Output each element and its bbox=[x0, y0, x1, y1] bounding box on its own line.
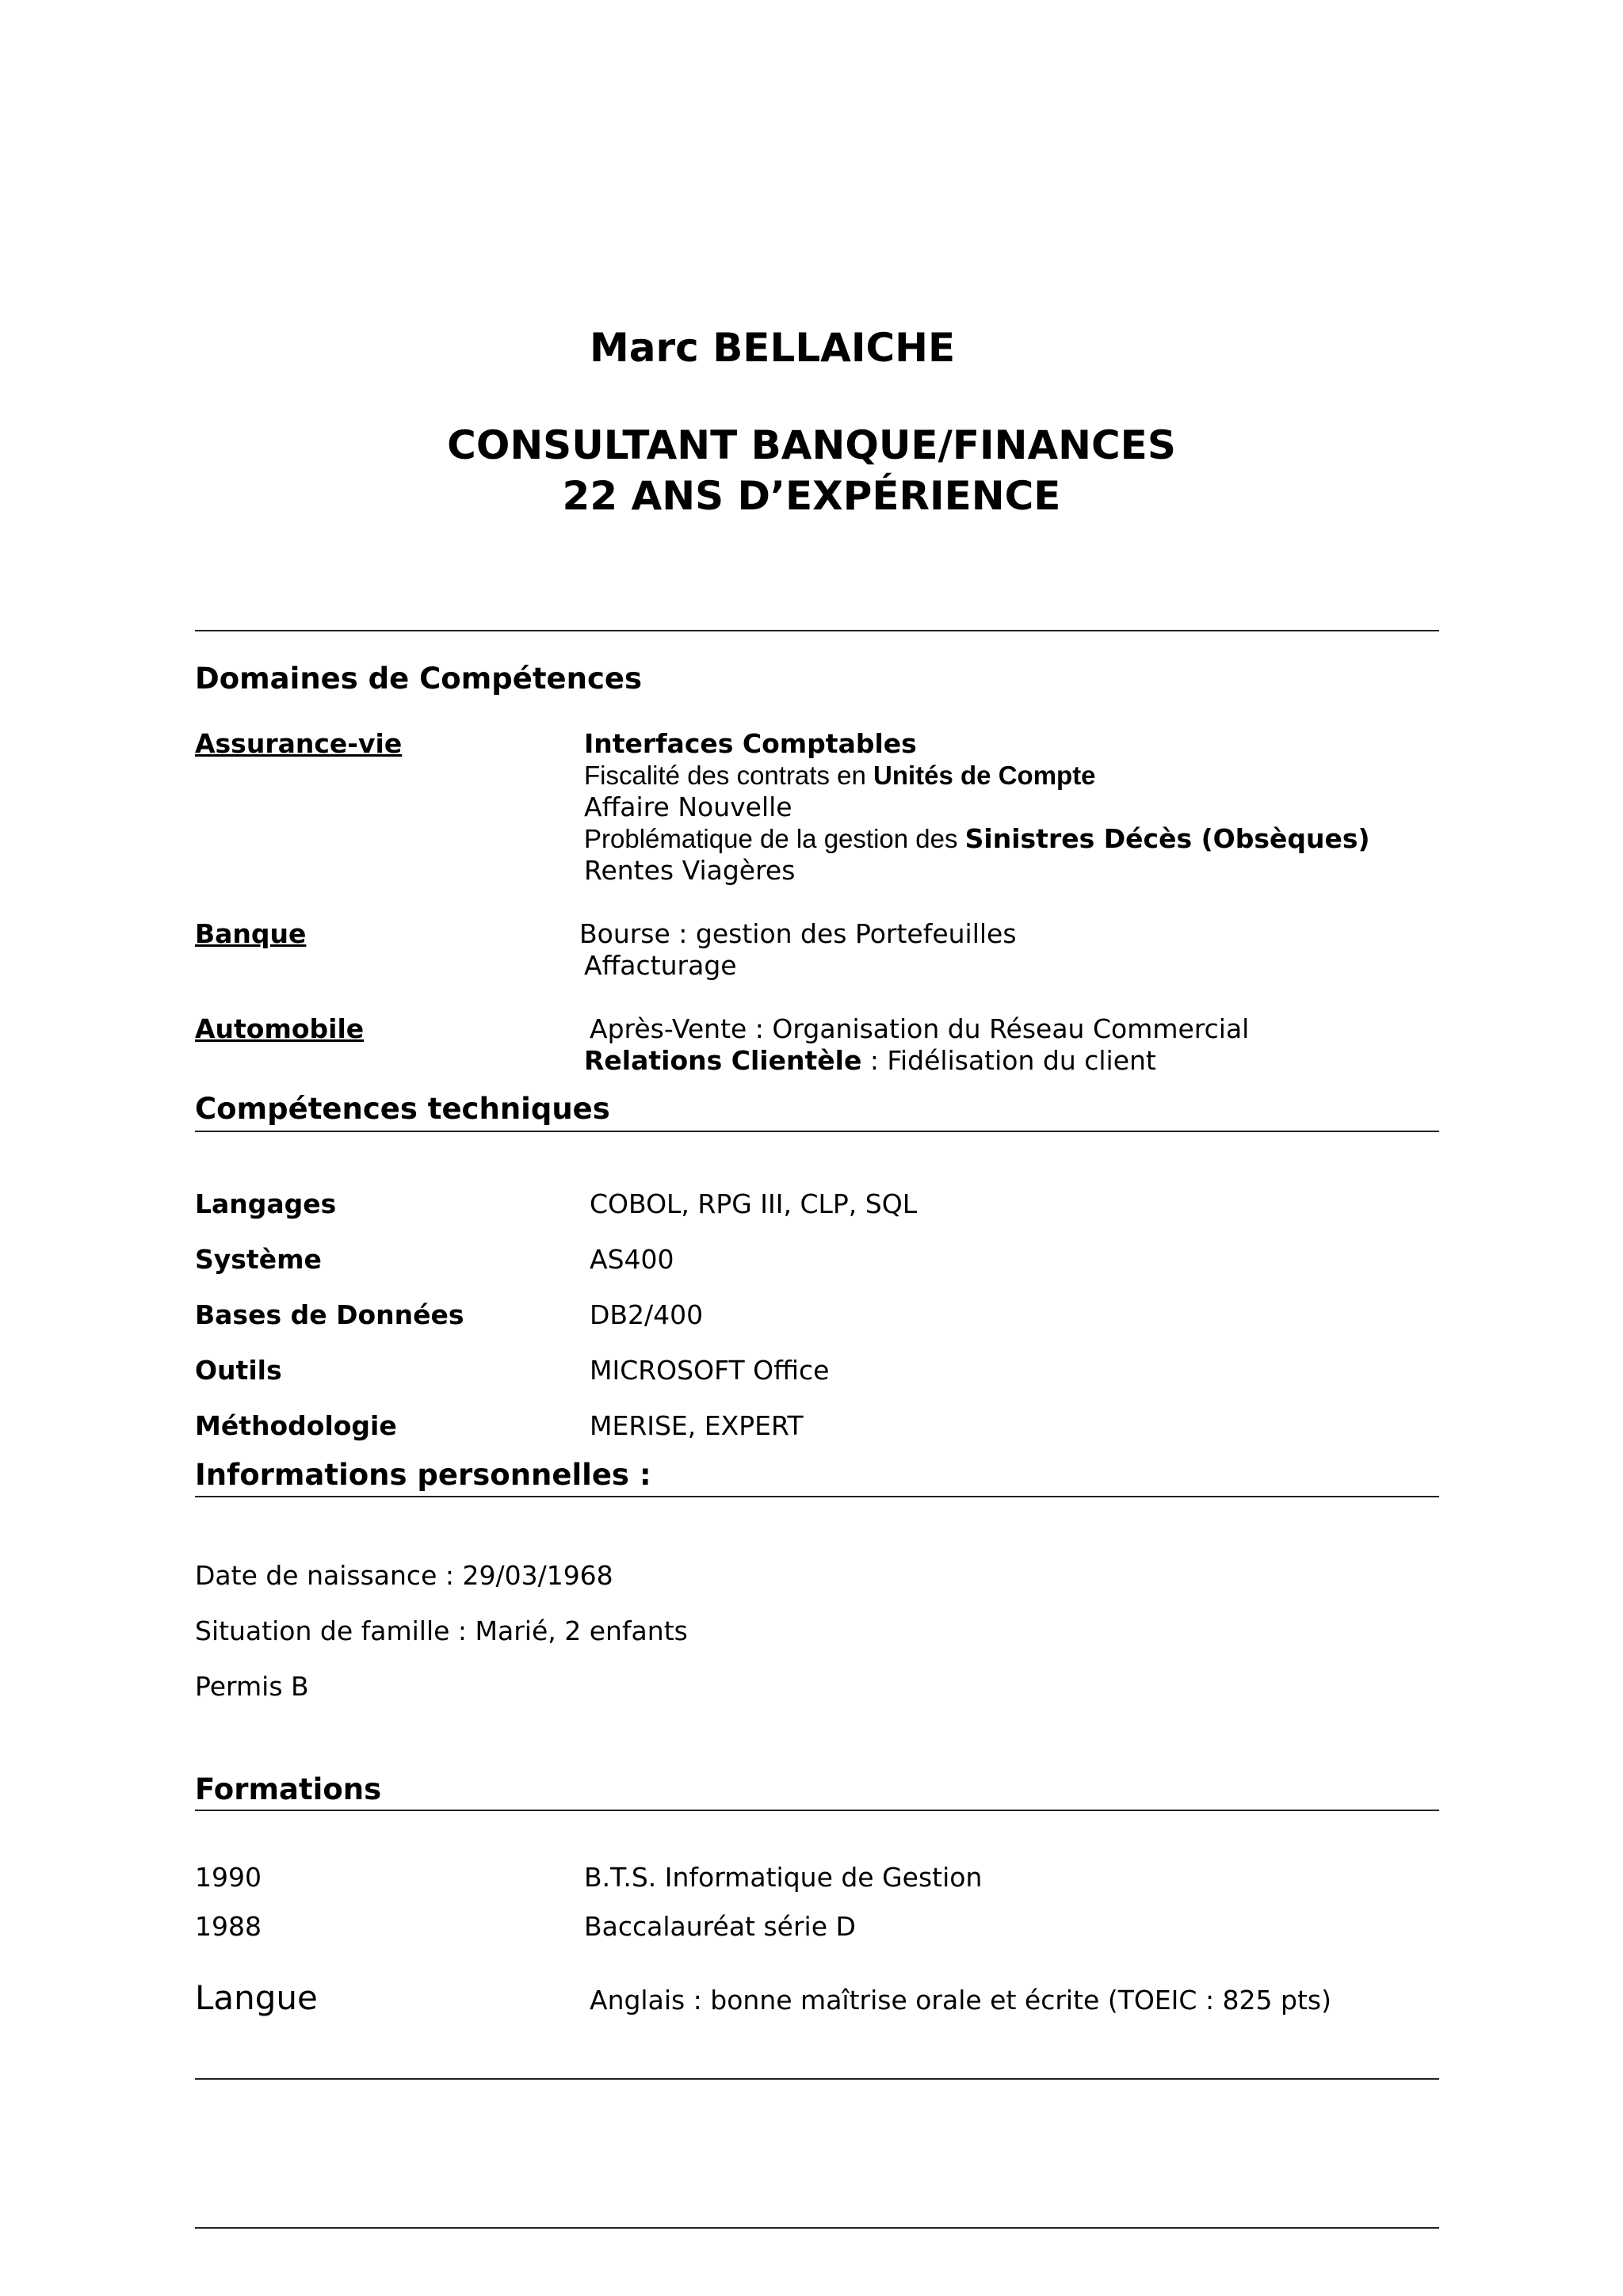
section-heading-domaines: Domaines de Compétences bbox=[195, 662, 643, 696]
language-label: Langue bbox=[195, 1978, 318, 2017]
skill-label: Outils bbox=[195, 1355, 282, 1386]
domain-label-automobile: Automobile bbox=[195, 1013, 365, 1044]
skill-label: Système bbox=[195, 1244, 322, 1275]
domain-item bbox=[584, 823, 1370, 854]
domain-item-text: Fiscalité des contrats en bbox=[584, 761, 873, 790]
domain-item: Affaire Nouvelle bbox=[584, 791, 792, 822]
education-year: 1990 bbox=[195, 1862, 262, 1893]
section-heading-competences: Compétences techniques bbox=[195, 1092, 610, 1126]
domain-item-bold: Sinistres Décès (Obsèques) bbox=[964, 823, 1370, 854]
education-degree: B.T.S. Informatique de Gestion bbox=[584, 1862, 983, 1893]
domain-item: Après-Vente : Organisation du Réseau Commercial bbox=[590, 1013, 1250, 1044]
section-heading-personnel: Informations personnelles : bbox=[195, 1458, 651, 1492]
language-value: Anglais : bonne maîtrise orale et écrite (TOEIC : 825 pts) bbox=[590, 1985, 1331, 2016]
experience-line: 22 ANS D’EXPÉRIENCE bbox=[562, 473, 1061, 519]
domain-item: Interfaces Comptables bbox=[584, 728, 917, 759]
candidate-name: Marc BELLAICHE bbox=[590, 325, 956, 371]
domain-item-text: Problématique de la gestion des bbox=[584, 824, 965, 853]
domain-item: Affacturage bbox=[584, 950, 737, 981]
personal-info-line: Date de naissance : 29/03/1968 bbox=[195, 1560, 613, 1591]
personal-info-line: Permis B bbox=[195, 1671, 309, 1702]
skill-value: MICROSOFT Office bbox=[590, 1355, 830, 1386]
divider bbox=[195, 1131, 1439, 1132]
divider bbox=[195, 1810, 1439, 1811]
domain-item-bold: Relations Clientèle bbox=[584, 1045, 862, 1076]
divider bbox=[195, 2227, 1439, 2229]
domain-item bbox=[584, 1045, 1156, 1076]
skill-value: AS400 bbox=[590, 1244, 674, 1275]
skill-label: Méthodologie bbox=[195, 1410, 397, 1441]
divider bbox=[195, 1496, 1439, 1497]
education-degree: Baccalauréat série D bbox=[584, 1911, 856, 1942]
skill-label: Langages bbox=[195, 1188, 337, 1219]
domain-item-bold: Unités de Compte bbox=[873, 761, 1096, 790]
domain-item: Bourse : gestion des Portefeuilles bbox=[579, 918, 1017, 949]
education-year: 1988 bbox=[195, 1911, 262, 1942]
domain-label-banque: Banque bbox=[195, 918, 307, 949]
domain-item: Rentes Viagères bbox=[584, 855, 796, 886]
domain-item bbox=[584, 760, 1096, 791]
section-heading-formations: Formations bbox=[195, 1772, 382, 1806]
skill-value: MERISE, EXPERT bbox=[590, 1410, 804, 1441]
job-title: CONSULTANT BANQUE/FINANCES bbox=[447, 422, 1176, 468]
domain-item-text: : Fidélisation du client bbox=[861, 1045, 1156, 1076]
personal-info-line: Situation de famille : Marié, 2 enfants bbox=[195, 1615, 688, 1646]
skill-label: Bases de Données bbox=[195, 1299, 464, 1330]
divider bbox=[195, 2078, 1439, 2080]
skill-value: DB2/400 bbox=[590, 1299, 704, 1330]
domain-label-assurance: Assurance-vie bbox=[195, 728, 403, 759]
divider bbox=[195, 630, 1439, 631]
skill-value: COBOL, RPG III, CLP, SQL bbox=[590, 1188, 918, 1219]
